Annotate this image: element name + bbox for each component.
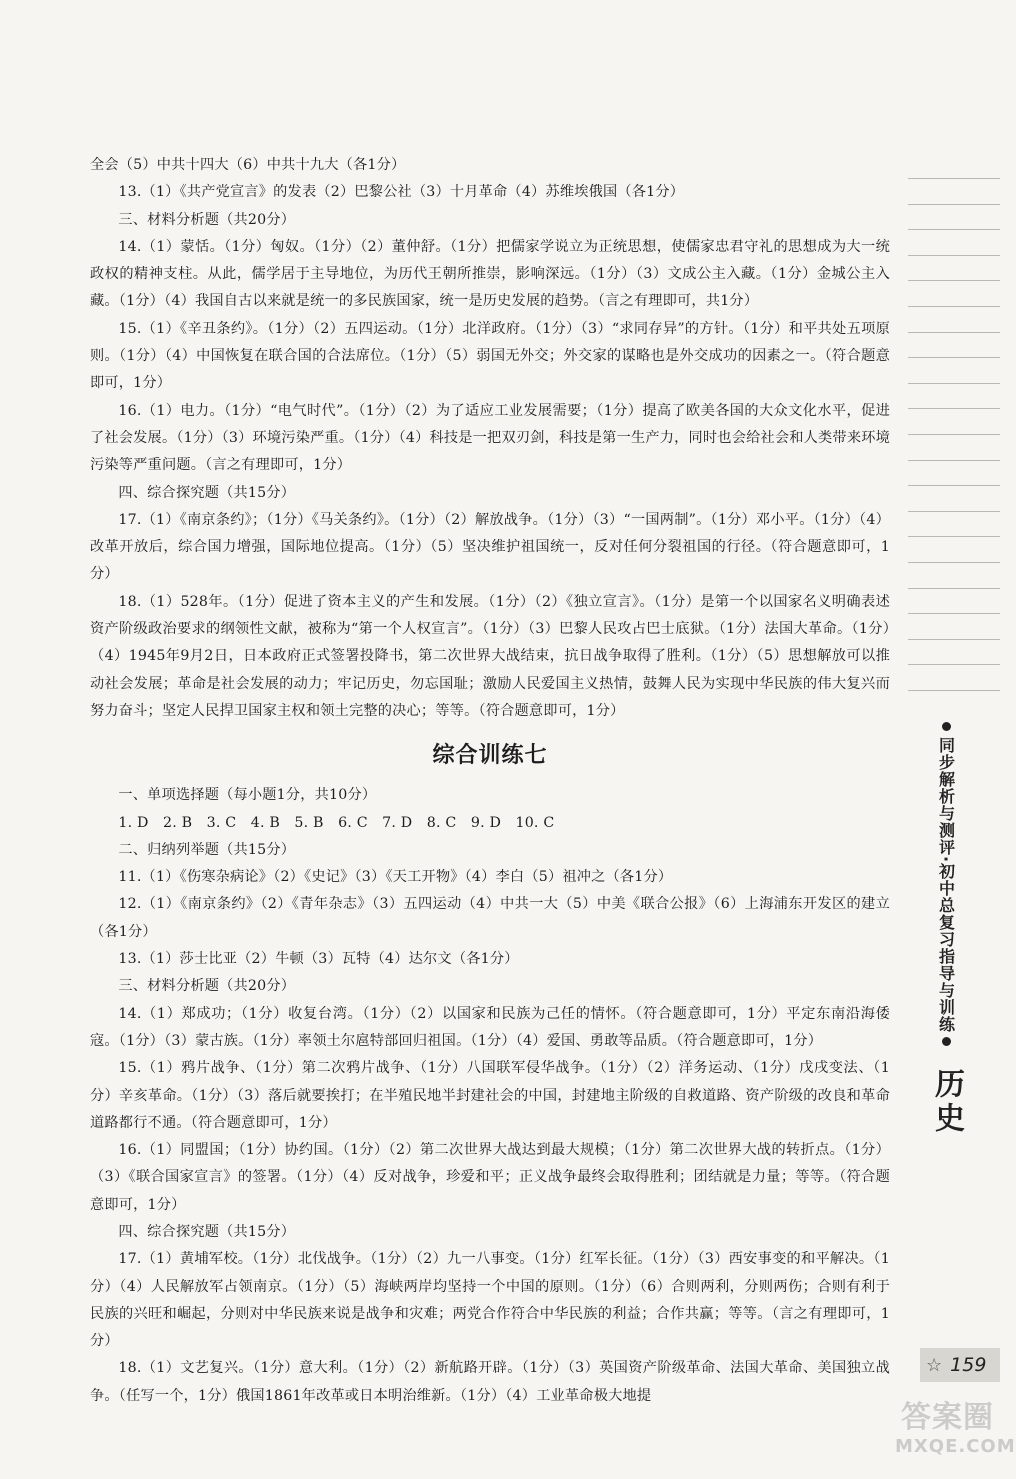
answer-paragraph: 二、归纳列举题（共15分）	[118, 841, 296, 858]
series-sidebar	[921, 722, 971, 1136]
answer-paragraph: 18.（1）528年。（1分）促进了资本主义的产生和发展。（1分）（2）《独立宣言》。（1分）是第一个以国家名义明确表述资产阶级政治要求的纲领性文献，被称为“第一个人权宣言”。（1分）（3）巴黎人民攻占巴士底狱。（1分）法国大革命。（1分）（4）1945年9月2日，日本政府正式签署投降书，第二次世界大战结束，抗日战争取得了胜利。（1分）（5）思想解放可以推动社会发展；革命是社会发展的动力；牢记历史，勿忘国耻；激励人民爱国主义热情，鼓舞人民为实现中华民族的伟大复兴而努力奋斗；坚定人民捍卫国家主权和领土完整的决心；等等。（符合题意即可，1分）	[90, 593, 890, 719]
watermark-text: 答案圈	[901, 1400, 994, 1435]
answer-paragraph: 15.（1）《辛丑条约》。（1分）（2）五四运动。（1分）北洋政府。（1分）（3）“求同存异”的方针。（1分）和平共处五项原则。（1分）（4）中国恢复在联合国的合法席位。（1分）（5）弱国无外交；外交家的谋略也是外交成功的因素之一。（符合题意即可，1分）	[90, 320, 890, 392]
section-title: 综合训练七	[432, 743, 548, 769]
answer-paragraph: 一、单项选择题（每小题1分，共10分）	[118, 787, 377, 804]
previous-section-answers	[90, 152, 890, 725]
answer-paragraph: 四、综合探究题（共15分）	[118, 484, 296, 501]
page-number-tab	[920, 1348, 1000, 1382]
answer-paragraph: 14.（1）郑成功；（1分）收复台湾。（1分）（2）以国家和民族为己任的情怀。（符合题意即可，1分）平定东南沿海倭寇。（1分）（3）蒙古族。（1分）率领土尔扈特部回归祖国。（1分）（4）爱国、勇敢等品质。（符合题意即可，1分）	[90, 1005, 890, 1049]
section-seven-answers	[90, 782, 890, 1410]
answer-paragraph: 1. D 2. B 3. C 4. B 5. B 6. C 7. D 8. C 9. D 10. C	[118, 814, 555, 831]
bullet-dot-icon	[942, 1037, 951, 1046]
answer-paragraph: 三、材料分析题（共20分）	[118, 211, 296, 228]
answer-paragraph: 12.（1）《南京条约》（2）《青年杂志》（3）五四运动（4）中共一大（5）中美《联合公报》（6）上海浦东开发区的建立（各1分）	[90, 896, 890, 940]
answer-paragraph: 三、材料分析题（共20分）	[118, 978, 296, 995]
answer-paragraph: 13.（1）《共产党宣言》的发表（2）巴黎公社（3）十月革命（4）苏维埃俄国（各1分）	[118, 184, 685, 201]
answer-paragraph: 15.（1）鸦片战争、（1分）第二次鸦片战争、（1分）八国联军侵华战争。（1分）（2）洋务运动、（1分）戊戌变法、（1分）辛亥革命。（1分）（3）落后就要挨打；在半殖民地半封建社会的中国，封建地主阶级的自救道路、资产阶级的改良和革命道路都行不通。（符合题意即可，1分）	[90, 1060, 890, 1131]
watermark-domain: MXQE.COM	[895, 1436, 1016, 1457]
answer-paragraph: 13.（1）莎士比亚（2）牛顿（3）瓦特（4）达尔文（各1分）	[118, 951, 519, 968]
page-number: 159	[950, 1354, 987, 1376]
answer-paragraph: 11.（1）《伤寒杂病论》（2）《史记》（3）《天工开物》（4）李白（5）祖冲之（各1分）	[118, 869, 673, 886]
series-title: 同步解析与测评·初中总复习指导与训练	[936, 737, 956, 1034]
answer-paragraph: 14.（1）蒙恬。（1分）匈奴。（1分）（2）董仲舒。（1分）把儒家学说立为正统思想，使儒家忠君守礼的思想成为大一统政权的精神支柱。从此，儒学居于主导地位，为历代王朝所推崇，影响深远。（1分）（3）文成公主入藏。（1分）金城公主入藏。（1分）（4）我国自古以来就是统一的多民族国家，统一是历史发展的趋势。（言之有理即可，共1分）	[90, 238, 890, 310]
margin-ruled-lines	[908, 178, 1000, 715]
subject-label: 历史	[929, 1068, 964, 1137]
star-icon: ☆	[926, 1354, 943, 1376]
answer-content	[90, 152, 890, 1410]
answer-paragraph: 16.（1）同盟国；（1分）协约国。（1分）（2）第二次世界大战达到最大规模；（1分）第二次世界大战的转折点。（1分）（3）《联合国家宣言》的签署。（1分）（4）反对战争，珍爱和平；正义战争最终会取得胜利；团结就是力量；等等。（符合题意即可，1分）	[90, 1142, 890, 1213]
answer-paragraph: 18.（1）文艺复兴。（1分）意大利。（1分）（2）新航路开辟。（1分）（3）英国资产阶级革命、法国大革命、美国独立战争。（任写一个，1分）俄国1861年改革或日本明治维新。（1分）（4）工业革命极大地提	[90, 1360, 890, 1404]
answer-paragraph: 四、综合探究题（共15分）	[118, 1223, 296, 1240]
answer-paragraph: 16.（1）电力。（1分）“电气时代”。（1分）（2）为了适应工业发展需要；（1分）提高了欧美各国的大众文化水平，促进了社会发展。（1分）（3）环境污染严重。（1分）（4）科技是一把双刃剑，科技是第一生产力，同时也会给社会和人类带来环境污染等严重问题。（言之有理即可，1分）	[90, 402, 890, 474]
watermark-logo	[895, 1392, 1016, 1479]
answer-paragraph: 17.（1）黄埔军校。（1分）北伐战争。（1分）（2）九一八事变。（1分）红军长征。（1分）（3）西安事变的和平解决。（1分）（4）人民解放军占领南京。（1分）（5）海峡两岸均坚持一个中国的原则。（1分）（6）合则两利，分则两伤；合则有利于民族的兴旺和崛起，分则对中华民族来说是战争和灾难；两党合作符合中华民族的利益；合作共赢；等等。（言之有理即可，1分）	[90, 1251, 890, 1350]
answer-paragraph: 全会（5）中共十四大（6）中共十九大（各1分）	[90, 157, 406, 173]
answer-paragraph: 17.（1）《南京条约》；（1分）《马关条约》。（1分）（2）解放战争。（1分）（3）“一国两制”。（1分）邓小平。（1分）（4）改革开放后，综合国力增强，国际地位提高。（1分）（5）坚决维护祖国统一，反对任何分裂祖国的行径。（符合题意即可，1分）	[90, 511, 890, 583]
bullet-dot-icon	[942, 722, 951, 731]
